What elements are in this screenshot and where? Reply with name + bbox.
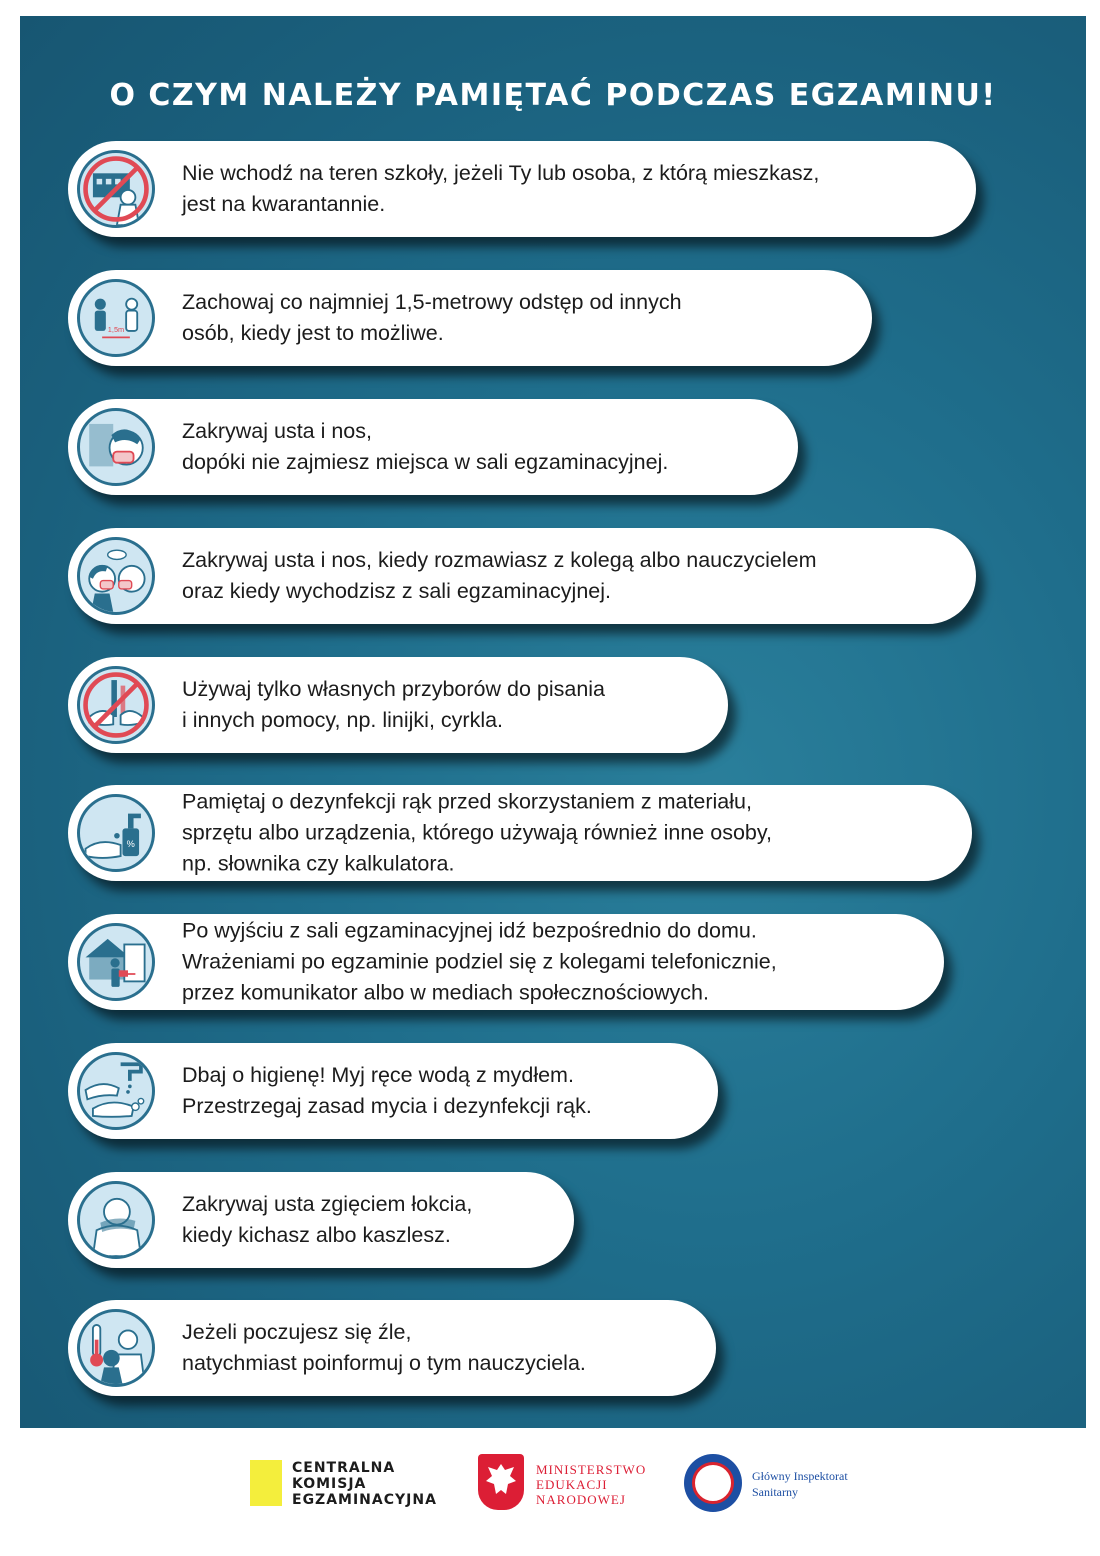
- eagle-emblem-icon: [478, 1454, 524, 1510]
- svg-text:1,5m: 1,5m: [107, 324, 125, 334]
- gis-name: Główny Inspektorat Sanitarny: [752, 1469, 848, 1499]
- rule-text-line: osób, kiedy jest to możliwe.: [182, 321, 444, 345]
- rule-text-line: oraz kiedy wychodzisz z sali egzaminacyjnej.: [182, 579, 611, 603]
- rule-text-line: natychmiast poinformuj o tym nauczyciela.: [182, 1351, 586, 1375]
- rule-text-line: Po wyjściu z sali egzaminacyjnej idź bezpośrednio do domu.: [182, 918, 757, 943]
- page-title: O CZYM NALEŻY PAMIĘTAĆ PODCZAS EGZAMINU!: [109, 78, 997, 113]
- rule-item: [68, 914, 944, 1010]
- rule-text-line: Zakrywaj usta i nos, kiedy rozmawiasz z kolegą albo nauczycielem: [182, 548, 817, 572]
- rule-item: [68, 657, 728, 753]
- rule-text-line: kiedy kichasz albo kaszlesz.: [182, 1223, 451, 1247]
- rule-text-line: Przestrzegaj zasad mycia i dezynfekcji rąk.: [182, 1094, 592, 1118]
- rule-text-line: przez komunikator albo w mediach społecznościowych.: [182, 980, 709, 1005]
- rule-text-line: sprzętu albo urządzenia, którego używają również inne osoby,: [182, 820, 772, 845]
- rule-item: [68, 785, 972, 881]
- rule-item: [68, 141, 976, 237]
- no-sharing-pens-icon: [77, 666, 155, 744]
- rule-item: [68, 528, 976, 624]
- thermometer-icon: [77, 1309, 155, 1387]
- rule-text: [182, 158, 940, 220]
- rule-item: [68, 1300, 716, 1396]
- rule-text: [182, 787, 936, 880]
- rule-text: [182, 1060, 682, 1122]
- rule-text: [182, 916, 908, 1009]
- elbow-sneeze-icon: [77, 1181, 155, 1259]
- rule-text-line: Zachowaj co najmniej 1,5-metrowy odstęp od innych: [182, 290, 682, 314]
- cke-name: CENTRALNA KOMISJA EGZAMINACYJNA: [292, 1460, 437, 1508]
- no-school-entry-icon: [77, 150, 155, 228]
- rule-text-line: np. słownika czy kalkulatora.: [182, 851, 455, 876]
- go-home-icon: [77, 923, 155, 1001]
- rule-text-line: Jeżeli poczujesz się źle,: [182, 1320, 412, 1344]
- footer-logos: [0, 1440, 1100, 1520]
- rule-item: [68, 270, 872, 366]
- rule-text: [182, 1189, 538, 1251]
- face-mask-icon: [77, 408, 155, 486]
- rule-text-line: Używaj tylko własnych przyborów do pisania: [182, 677, 606, 701]
- rule-text-line: dopóki nie zajmiesz miejsca w sali egzaminacyjnej.: [182, 450, 669, 474]
- cke-logo-icon: [250, 1460, 282, 1506]
- rule-item: [68, 1172, 574, 1268]
- men-name: MINISTERSTWO EDUKACJI NARODOWEJ: [536, 1462, 647, 1507]
- rule-text-line: Nie wchodź na teren szkoły, jeżeli Ty lub osoba, z którą mieszkasz,: [182, 161, 820, 185]
- rule-text: [182, 1317, 680, 1379]
- rule-text-line: i innych pomocy, np. linijki, cyrkla.: [182, 708, 504, 732]
- rule-text-line: jest na kwarantannie.: [182, 192, 386, 216]
- rule-text-line: Zakrywaj usta i nos,: [182, 419, 372, 443]
- rule-text-line: Dbaj o higienę! Myj ręce wodą z mydłem.: [182, 1063, 574, 1087]
- rule-text: [182, 545, 940, 607]
- rule-text-line: Zakrywaj usta zgięciem łokcia,: [182, 1192, 473, 1216]
- talking-masks-icon: [77, 537, 155, 615]
- rule-item: [68, 1043, 718, 1139]
- gis-seal-icon: [684, 1454, 742, 1512]
- distance-icon: [77, 279, 155, 357]
- hand-washing-icon: [77, 1052, 155, 1130]
- rule-text: [182, 674, 692, 736]
- rule-item: [68, 399, 798, 495]
- hand-sanitizer-icon: [77, 794, 155, 872]
- rule-text: [182, 416, 762, 478]
- rule-text-line: Pamiętaj o dezynfekcji rąk przed skorzystaniem z materiału,: [182, 789, 752, 814]
- svg-text:%: %: [126, 838, 135, 849]
- rule-text-line: Wrażeniami po egzaminie podziel się z kolegami telefonicznie,: [182, 949, 777, 974]
- rule-text: [182, 287, 836, 349]
